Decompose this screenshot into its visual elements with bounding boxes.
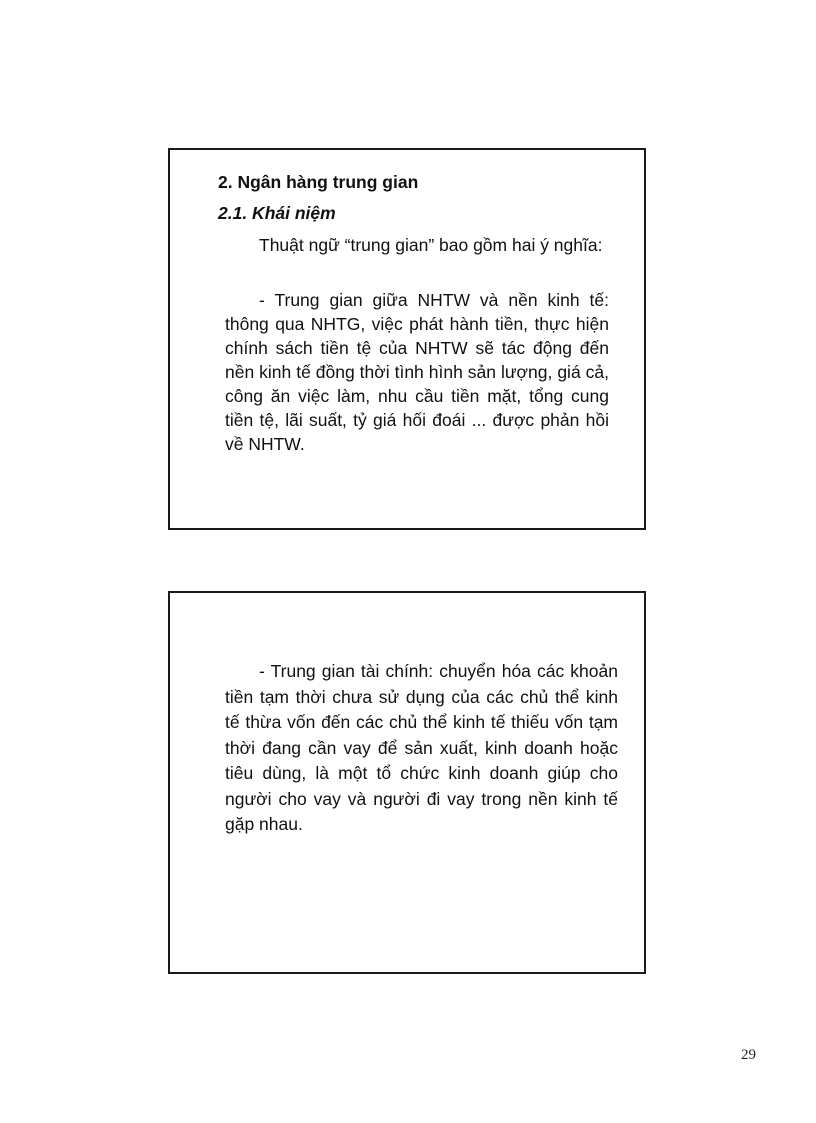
paragraph-financial-intermediary: - Trung gian tài chính: chuyển hóa các khoản tiền tạm thời chưa sử dụng của các chủ thể kinh tế thừa vốn đến các chủ thể kinh tế thiếu vốn tạm thời đang cần vay để sản xuất, kinh doanh hoặc tiêu dùng, là một tổ chức kinh doanh giúp cho người cho vay và người đi vay trong nền kinh tế gặp nhau. — [225, 661, 618, 834]
slide-2 — [168, 591, 646, 974]
paragraph-central-bank-intermediary: - Trung gian giữa NHTW và nền kinh tế: thông qua NHTG, việc phát hành tiền, thực hiện chính sách tiền tệ của NHTW sẽ tác động đến nền kinh tế đồng thời tình hình sản lượng, giá cả, công ăn việc làm, nhu cầu tiền mặt, tổng cung tiền tệ, lãi suất, tỷ giá hối đoái ... được phản hồi về NHTW. — [225, 290, 609, 454]
subsection-heading: 2.1. Khái niệm — [218, 203, 336, 223]
page-number: 29 — [741, 1047, 756, 1063]
slide-1 — [168, 148, 646, 530]
paragraph-intro: Thuật ngữ “trung gian” bao gồm hai ý nghĩa: — [259, 235, 603, 255]
section-heading: 2. Ngân hàng trung gian — [218, 172, 419, 192]
